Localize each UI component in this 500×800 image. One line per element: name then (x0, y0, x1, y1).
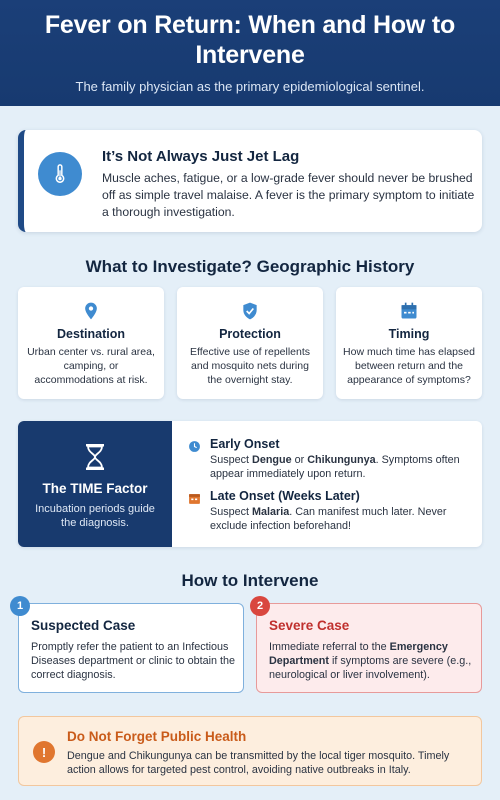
public-health-card (18, 716, 482, 786)
geo-card-title: Timing (388, 327, 430, 341)
severe-case-card (256, 603, 482, 693)
page-subtitle: The family physician as the primary epidemiological sentinel. (75, 79, 425, 94)
geo-card-protection (177, 287, 323, 399)
geo-card-text: Effective use of repellents and mosquito nets during the overnight stay. (189, 346, 311, 386)
severe-case-text: Immediate referral to the Emergency Department if symptoms are severe (e.g., neurological or liver involvement). (269, 641, 472, 681)
alert-icon: ! (33, 741, 55, 763)
step-number-badge: 2 (250, 596, 270, 616)
suspected-case-card (18, 603, 244, 693)
thermometer-icon (38, 152, 82, 196)
shield-check-icon (240, 301, 260, 321)
suspected-case-text: Promptly refer the patient to an Infectious Diseases department or clinic to obtain the correct diagnosis. (31, 641, 236, 681)
geo-card-timing (336, 287, 482, 399)
intro-title: It’s Not Always Just Jet Lag (102, 148, 300, 165)
header (0, 0, 500, 106)
geo-card-title: Protection (219, 327, 281, 341)
late-onset-title: Late Onset (Weeks Later) (210, 489, 360, 503)
public-health-text: Dengue and Chikungunya can be transmitted by the local tiger mosquito. Timely action allows for targeted pest control, avoiding native outbreaks in Italy. (67, 750, 450, 776)
intro-card (18, 130, 482, 232)
late-onset (188, 489, 476, 533)
early-onset-title: Early Onset (210, 437, 280, 451)
geographic-title: What to Investigate? Geographic History (85, 257, 415, 276)
geo-card-title: Destination (56, 327, 126, 341)
clock-icon (188, 440, 201, 453)
geo-card-destination (18, 287, 164, 399)
time-factor-text: Incubation periods guide the diagnosis. (35, 503, 155, 529)
calendar-icon (188, 492, 201, 505)
early-onset (188, 437, 476, 481)
suspected-case-title: Suspected Case (31, 618, 136, 633)
step-number-badge: 1 (10, 596, 30, 616)
geo-card-text: How much time has elapsed between return and the appearance of symptoms? (343, 346, 475, 386)
location-pin-icon (81, 301, 101, 321)
calendar-icon (399, 301, 419, 321)
intervene-title: How to Intervene (181, 571, 319, 590)
time-factor-title: The TIME Factor (42, 481, 148, 496)
geo-card-text: Urban center vs. rural area, camping, or accommodations at risk. (27, 346, 155, 386)
time-factor-box (18, 421, 172, 547)
hourglass-icon (85, 443, 105, 471)
late-onset-text: Suspect Malaria. Can manifest much later. Never exclude infection beforehand! (210, 506, 447, 532)
time-factor-panel (18, 421, 482, 547)
page-title: Fever on Return: When and How to Intervene (44, 11, 456, 69)
severe-case-title: Severe Case (269, 618, 350, 633)
public-health-title: Do Not Forget Public Health (67, 729, 247, 744)
intro-text: Muscle aches, fatigue, or a low-grade fever should never be brushed off as simple travel malaise. A fever is the primary symptom to initiate a thorough investigation. (102, 171, 475, 219)
early-onset-text: Suspect Dengue or Chikungunya. Symptoms often appear immediately upon return. (210, 454, 460, 480)
